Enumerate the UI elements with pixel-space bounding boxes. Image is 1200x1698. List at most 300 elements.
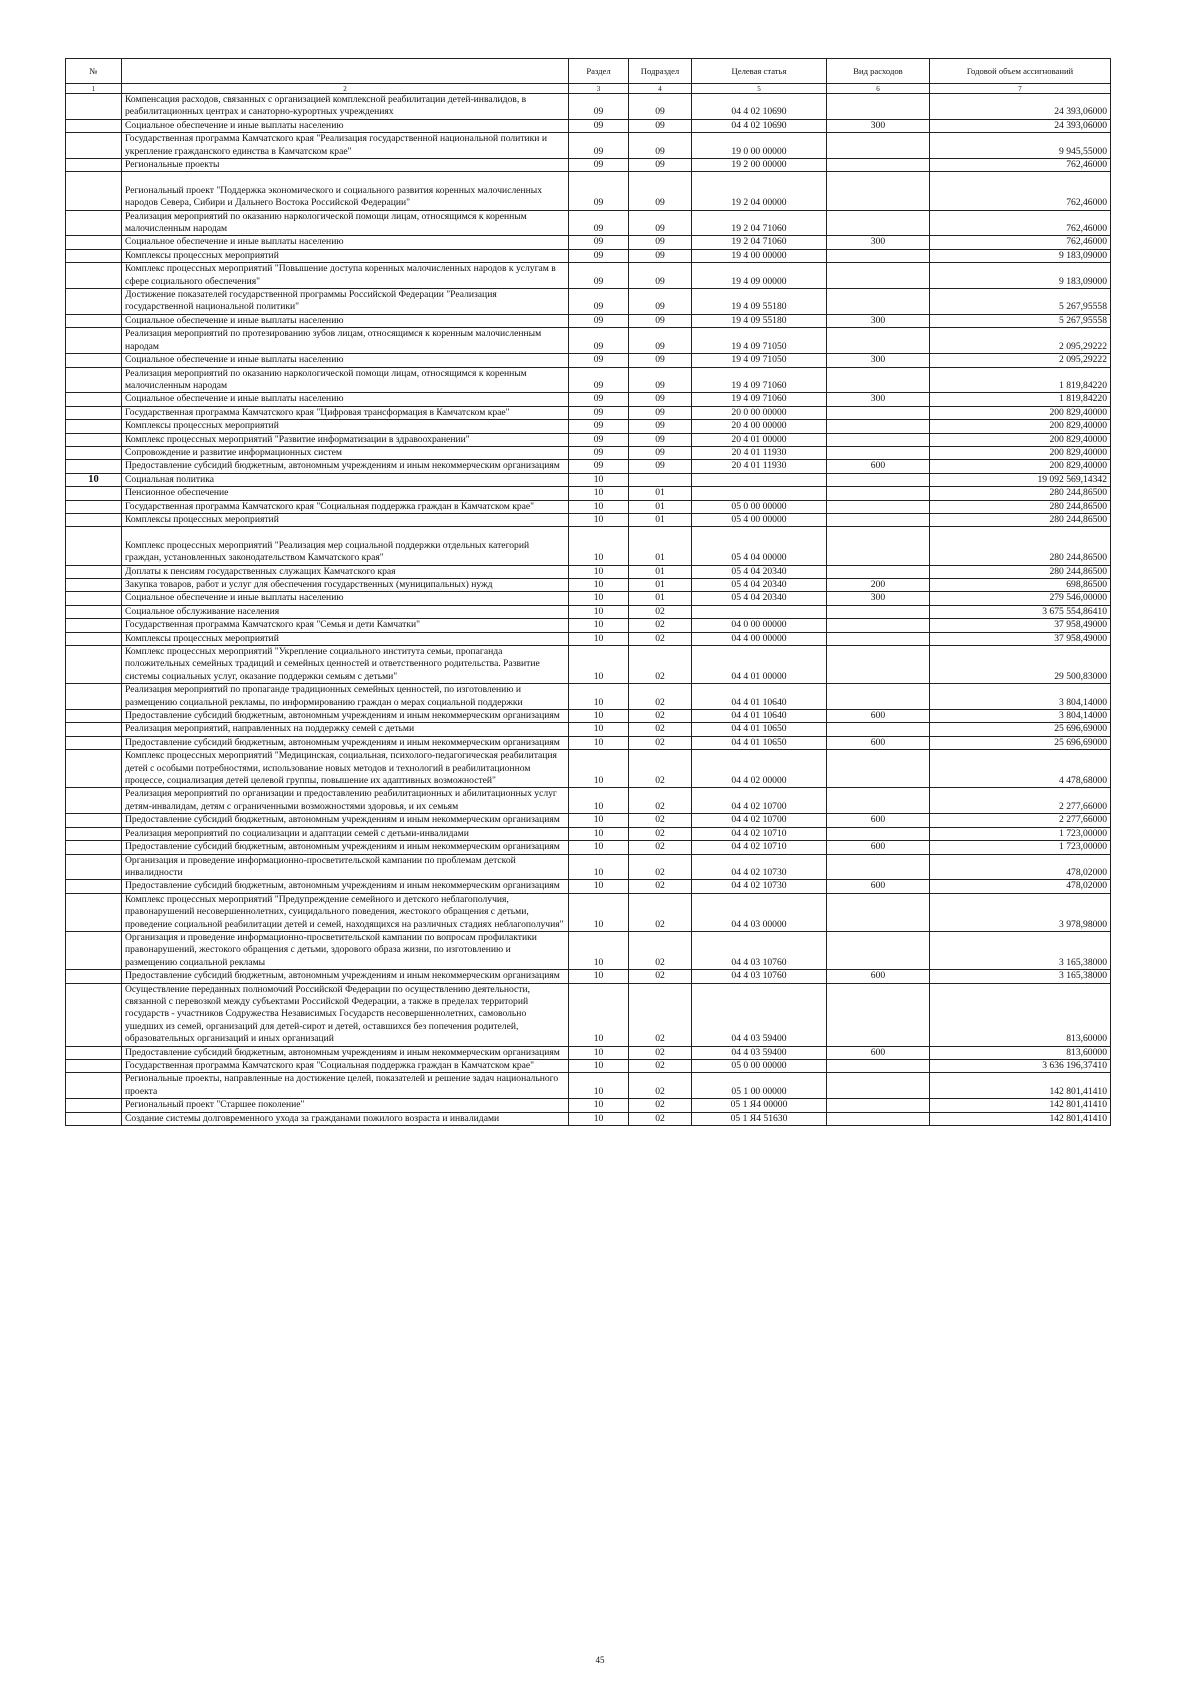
row-number: [66, 420, 122, 433]
row-target-article: 05 1 00 00000: [692, 1073, 827, 1099]
row-annual-amount: 142 801,41410: [930, 1073, 1111, 1099]
row-podrazdel: [629, 473, 692, 486]
row-target-article: 04 4 01 10650: [692, 736, 827, 749]
row-podrazdel: 09: [629, 119, 692, 132]
row-target-article: 19 4 09 55180: [692, 289, 827, 315]
row-podrazdel: 01: [629, 513, 692, 526]
row-podrazdel: 09: [629, 210, 692, 236]
col-number: 4: [629, 84, 692, 94]
row-number: [66, 527, 122, 565]
row-annual-amount: 3 165,38000: [930, 931, 1111, 969]
row-expense-type: [827, 1060, 930, 1073]
row-expense-type: [827, 750, 930, 788]
row-podrazdel: 02: [629, 983, 692, 1046]
row-podrazdel: 09: [629, 328, 692, 354]
row-annual-amount: 4 478,68000: [930, 750, 1111, 788]
row-annual-amount: 762,46000: [930, 159, 1111, 172]
row-podrazdel: 09: [629, 354, 692, 367]
budget-table: [65, 58, 1111, 1126]
row-podrazdel: 02: [629, 1112, 692, 1125]
row-target-article: 19 4 09 71050: [692, 354, 827, 367]
row-razdel: 09: [569, 367, 629, 393]
row-podrazdel: 09: [629, 159, 692, 172]
row-razdel: 10: [569, 578, 629, 591]
row-number: [66, 750, 122, 788]
row-razdel: 10: [569, 750, 629, 788]
row-razdel: 10: [569, 527, 629, 565]
row-name: Комплексы процессных мероприятий: [122, 513, 569, 526]
row-name: Комплекс процессных мероприятий "Медицинская, социальная, психолого-педагогическая реабилитация детей с особыми потребностями, использование новых методов и технологий в реабилитационном процессе, социализация детей целевой группы, повышение их адаптивных возможностей": [122, 750, 569, 788]
row-expense-type: [827, 159, 930, 172]
row-expense-type: [827, 646, 930, 684]
row-podrazdel: 09: [629, 133, 692, 159]
row-name: Осуществление переданных полномочий Российской Федерации по осуществлению деятельности, связанной с перевозкой между субъектами Российской Федерации, а также в пределах территорий государств - участников Содружества Независимых Государств несовершеннолетних, самовольно ушедших из семей, организаций для детей-сирот и детей, оставшихся без попечения родителей, образовательных организаций и иных организаций: [122, 983, 569, 1046]
row-annual-amount: 200 829,40000: [930, 406, 1111, 419]
row-razdel: 10: [569, 1073, 629, 1099]
row-podrazdel: 02: [629, 1046, 692, 1059]
row-target-article: 04 4 03 59400: [692, 1046, 827, 1059]
col-header-expense-type: Вид расходов: [827, 59, 930, 84]
row-target-article: 04 4 03 59400: [692, 983, 827, 1046]
row-name: Реализация мероприятий по организации и предоставлению реабилитационных и абилитационных услуг детям-инвалидам, детям с ограниченными возможностями здоровья, и их семьям: [122, 788, 569, 814]
row-name: Региональные проекты: [122, 159, 569, 172]
table-row: [66, 684, 1111, 710]
row-podrazdel: 02: [629, 880, 692, 893]
row-number: [66, 605, 122, 618]
table-row: [66, 367, 1111, 393]
row-annual-amount: 37 958,49000: [930, 619, 1111, 632]
table-row: [66, 1073, 1111, 1099]
row-annual-amount: 200 829,40000: [930, 433, 1111, 446]
row-name: Закупка товаров, работ и услуг для обеспечения государственных (муниципальных) нужд: [122, 578, 569, 591]
row-razdel: 10: [569, 827, 629, 840]
row-razdel: 10: [569, 592, 629, 605]
row-podrazdel: 01: [629, 565, 692, 578]
table-row: [66, 1099, 1111, 1112]
row-podrazdel: 02: [629, 814, 692, 827]
row-name: Комплекс процессных мероприятий "Развитие информатизации в здравоохранении": [122, 433, 569, 446]
row-target-article: [692, 605, 827, 618]
row-number: [66, 684, 122, 710]
row-annual-amount: 200 829,40000: [930, 446, 1111, 459]
row-target-article: 04 4 02 10690: [692, 94, 827, 120]
row-name: Предоставление субсидий бюджетным, автономным учреждениям и иным некоммерческим организациям: [122, 1046, 569, 1059]
table-row: [66, 433, 1111, 446]
row-razdel: 09: [569, 393, 629, 406]
row-podrazdel: 02: [629, 723, 692, 736]
table-row: [66, 893, 1111, 931]
row-number: [66, 94, 122, 120]
row-podrazdel: 09: [629, 249, 692, 262]
row-target-article: 04 4 02 10700: [692, 814, 827, 827]
row-podrazdel: 09: [629, 420, 692, 433]
row-name: Сопровождение и развитие информационных систем: [122, 446, 569, 459]
row-annual-amount: 280 244,86500: [930, 527, 1111, 565]
row-name: Комплексы процессных мероприятий: [122, 249, 569, 262]
row-target-article: 05 4 04 00000: [692, 527, 827, 565]
row-expense-type: [827, 827, 930, 840]
row-podrazdel: 02: [629, 827, 692, 840]
row-razdel: 09: [569, 249, 629, 262]
table-row: [66, 119, 1111, 132]
row-expense-type: [827, 684, 930, 710]
row-number: [66, 931, 122, 969]
row-name: Региональные проекты, направленные на достижение целей, показателей и решение задач национального проекта: [122, 1073, 569, 1099]
row-number: [66, 354, 122, 367]
row-podrazdel: 01: [629, 487, 692, 500]
row-expense-type: 600: [827, 1046, 930, 1059]
row-number: [66, 119, 122, 132]
table-row: [66, 94, 1111, 120]
table-row: [66, 841, 1111, 854]
row-razdel: 09: [569, 406, 629, 419]
row-annual-amount: 813,60000: [930, 1046, 1111, 1059]
row-expense-type: [827, 500, 930, 513]
row-name: Реализация мероприятий по социализации и адаптации семей с детьми-инвалидами: [122, 827, 569, 840]
row-expense-type: [827, 1099, 930, 1112]
row-annual-amount: 37 958,49000: [930, 632, 1111, 645]
table-row: [66, 605, 1111, 618]
table-row: [66, 500, 1111, 513]
row-podrazdel: 02: [629, 893, 692, 931]
row-annual-amount: 280 244,86500: [930, 487, 1111, 500]
row-number: [66, 289, 122, 315]
row-razdel: 09: [569, 210, 629, 236]
row-podrazdel: 01: [629, 592, 692, 605]
row-number: [66, 565, 122, 578]
row-expense-type: 300: [827, 592, 930, 605]
table-row: [66, 133, 1111, 159]
table-row: [66, 931, 1111, 969]
row-number: [66, 646, 122, 684]
row-target-article: 19 4 00 00000: [692, 249, 827, 262]
table-row: [66, 880, 1111, 893]
row-expense-type: 300: [827, 354, 930, 367]
row-expense-type: [827, 1112, 930, 1125]
row-podrazdel: 02: [629, 854, 692, 880]
row-target-article: 04 4 02 10710: [692, 841, 827, 854]
col-header-annual-amount: Годовой объем ассигнований: [930, 59, 1111, 84]
row-name: Предоставление субсидий бюджетным, автономным учреждениям и иным некоммерческим организациям: [122, 970, 569, 983]
row-expense-type: [827, 632, 930, 645]
row-annual-amount: 25 696,69000: [930, 736, 1111, 749]
row-annual-amount: 200 829,40000: [930, 420, 1111, 433]
row-target-article: 05 1 Я4 00000: [692, 1099, 827, 1112]
col-header-name: [122, 59, 569, 84]
row-name: Социальная политика: [122, 473, 569, 486]
row-number: [66, 172, 122, 210]
row-razdel: 10: [569, 710, 629, 723]
table-row: [66, 289, 1111, 315]
table-row: [66, 736, 1111, 749]
row-podrazdel: 01: [629, 500, 692, 513]
row-target-article: 20 0 00 00000: [692, 406, 827, 419]
row-razdel: 10: [569, 841, 629, 854]
row-razdel: 09: [569, 354, 629, 367]
row-expense-type: [827, 406, 930, 419]
row-number: [66, 736, 122, 749]
row-number: [66, 1046, 122, 1059]
table-row: [66, 788, 1111, 814]
row-podrazdel: 02: [629, 1099, 692, 1112]
row-expense-type: 600: [827, 736, 930, 749]
row-razdel: 09: [569, 172, 629, 210]
col-number: 7: [930, 84, 1111, 94]
row-annual-amount: 3 636 196,37410: [930, 1060, 1111, 1073]
row-name: Предоставление субсидий бюджетным, автономным учреждениям и иным некоммерческим организациям: [122, 880, 569, 893]
row-name: Комплекс процессных мероприятий "Укрепление социального института семьи, пропаганда положительных семейных традиций и семейных ценностей и ответственного родительства. Развитие системы социальных услуг, оказание поддержки семьям с детьми": [122, 646, 569, 684]
row-number: [66, 814, 122, 827]
column-number-row: [66, 84, 1111, 94]
budget-table-sheet: [65, 58, 1110, 1126]
row-name: Реализация мероприятий по оказанию наркологической помощи лицам, относящимся к коренным малочисленным народам: [122, 210, 569, 236]
row-target-article: 19 4 09 71050: [692, 328, 827, 354]
row-annual-amount: 2 095,29222: [930, 328, 1111, 354]
row-podrazdel: 02: [629, 750, 692, 788]
row-expense-type: [827, 446, 930, 459]
row-expense-type: [827, 527, 930, 565]
row-podrazdel: 09: [629, 367, 692, 393]
row-expense-type: [827, 619, 930, 632]
row-podrazdel: 02: [629, 646, 692, 684]
row-razdel: 10: [569, 814, 629, 827]
row-podrazdel: 02: [629, 684, 692, 710]
col-header-target-article: Целевая статья: [692, 59, 827, 84]
row-razdel: 10: [569, 983, 629, 1046]
row-target-article: 19 4 09 71060: [692, 393, 827, 406]
row-name: Государственная программа Камчатского края "Реализация государственной национальной политики и укрепление гражданского единства в Камчатском крае": [122, 133, 569, 159]
row-number: [66, 710, 122, 723]
row-name: Государственная программа Камчатского края "Социальная поддержка граждан в Камчатском крае": [122, 500, 569, 513]
row-name: Создание системы долговременного ухода за гражданами пожилого возраста и инвалидами: [122, 1112, 569, 1125]
row-expense-type: [827, 893, 930, 931]
row-podrazdel: 09: [629, 446, 692, 459]
row-razdel: 10: [569, 487, 629, 500]
row-razdel: 09: [569, 133, 629, 159]
row-name: Реализация мероприятий по пропаганде традиционных семейных ценностей, по изготовлению и размещению социальной рекламы, по информированию граждан о мерах социальной поддержки: [122, 684, 569, 710]
row-target-article: 04 4 02 10730: [692, 854, 827, 880]
table-row: [66, 827, 1111, 840]
row-razdel: 09: [569, 314, 629, 327]
table-row: [66, 420, 1111, 433]
row-name: Пенсионное обеспечение: [122, 487, 569, 500]
row-razdel: 09: [569, 94, 629, 120]
row-razdel: 09: [569, 460, 629, 473]
row-expense-type: 600: [827, 814, 930, 827]
row-expense-type: [827, 433, 930, 446]
row-razdel: 09: [569, 119, 629, 132]
table-header-row: [66, 59, 1111, 84]
row-name: Комплекс процессных мероприятий "Повышение доступа коренных малочисленных народов к услугам в сфере социального обеспечения": [122, 263, 569, 289]
row-podrazdel: 09: [629, 393, 692, 406]
row-name: Региональный проект "Старшее поколение": [122, 1099, 569, 1112]
row-expense-type: [827, 94, 930, 120]
row-podrazdel: 02: [629, 970, 692, 983]
row-razdel: 09: [569, 446, 629, 459]
table-row: [66, 446, 1111, 459]
row-name: Социальное обеспечение и иные выплаты населению: [122, 354, 569, 367]
row-annual-amount: 3 165,38000: [930, 970, 1111, 983]
row-razdel: 09: [569, 420, 629, 433]
row-razdel: 09: [569, 263, 629, 289]
row-annual-amount: 19 092 569,14342: [930, 473, 1111, 486]
row-name: Комплексы процессных мероприятий: [122, 420, 569, 433]
table-row: [66, 314, 1111, 327]
row-name: Реализация мероприятий по оказанию наркологической помощи лицам, относящимся к коренным малочисленным народам: [122, 367, 569, 393]
row-name: Социальное обеспечение и иные выплаты населению: [122, 119, 569, 132]
row-number: [66, 619, 122, 632]
row-number: [66, 723, 122, 736]
row-name: Социальное обеспечение и иные выплаты населению: [122, 393, 569, 406]
row-podrazdel: 02: [629, 841, 692, 854]
table-row: [66, 393, 1111, 406]
row-razdel: 09: [569, 236, 629, 249]
table-row: [66, 172, 1111, 210]
row-target-article: 04 4 03 10760: [692, 931, 827, 969]
row-annual-amount: 762,46000: [930, 236, 1111, 249]
row-expense-type: [827, 289, 930, 315]
row-number: [66, 880, 122, 893]
table-row: [66, 619, 1111, 632]
row-number: [66, 367, 122, 393]
row-target-article: 04 4 02 00000: [692, 750, 827, 788]
row-podrazdel: 01: [629, 578, 692, 591]
row-number: [66, 393, 122, 406]
row-name: Предоставление субсидий бюджетным, автономным учреждениям и иным некоммерческим организациям: [122, 814, 569, 827]
row-number: [66, 1112, 122, 1125]
row-expense-type: 600: [827, 970, 930, 983]
row-annual-amount: 280 244,86500: [930, 500, 1111, 513]
row-annual-amount: 9 183,09000: [930, 249, 1111, 262]
row-annual-amount: 2 277,66000: [930, 788, 1111, 814]
row-razdel: 10: [569, 619, 629, 632]
row-podrazdel: 02: [629, 788, 692, 814]
row-podrazdel: 09: [629, 314, 692, 327]
row-expense-type: [827, 172, 930, 210]
row-podrazdel: 09: [629, 236, 692, 249]
row-target-article: 20 4 01 11930: [692, 460, 827, 473]
row-number: [66, 446, 122, 459]
row-annual-amount: 1 819,84220: [930, 367, 1111, 393]
row-name: Достижение показателей государственной программы Российской Федерации "Реализация государственной национальной политики": [122, 289, 569, 315]
table-row: [66, 723, 1111, 736]
row-razdel: 09: [569, 159, 629, 172]
row-number: [66, 1060, 122, 1073]
row-name: Региональный проект "Поддержка экономического и социального развития коренных малочисленных народов Севера, Сибири и Дальнего Востока Российской Федерации": [122, 172, 569, 210]
table-row: [66, 814, 1111, 827]
row-target-article: 19 2 04 00000: [692, 172, 827, 210]
row-podrazdel: 09: [629, 289, 692, 315]
row-podrazdel: 09: [629, 406, 692, 419]
row-razdel: 10: [569, 513, 629, 526]
table-row: [66, 487, 1111, 500]
col-number: 6: [827, 84, 930, 94]
row-target-article: 19 2 04 71060: [692, 210, 827, 236]
row-number: [66, 983, 122, 1046]
row-target-article: 04 4 02 10710: [692, 827, 827, 840]
row-annual-amount: 29 500,83000: [930, 646, 1111, 684]
row-number: [66, 854, 122, 880]
row-expense-type: 300: [827, 393, 930, 406]
row-name: Социальное обеспечение и иные выплаты населению: [122, 236, 569, 249]
table-row: [66, 354, 1111, 367]
row-target-article: 20 4 01 11930: [692, 446, 827, 459]
row-number: [66, 827, 122, 840]
row-name: Предоставление субсидий бюджетным, автономным учреждениям и иным некоммерческим организациям: [122, 841, 569, 854]
row-target-article: 19 0 00 00000: [692, 133, 827, 159]
table-row: [66, 328, 1111, 354]
row-razdel: 10: [569, 970, 629, 983]
row-target-article: 04 4 03 10760: [692, 970, 827, 983]
page-number: 45: [595, 1655, 605, 1665]
row-podrazdel: 02: [629, 1073, 692, 1099]
row-name: Реализация мероприятий, направленных на поддержку семей с детьми: [122, 723, 569, 736]
row-name: Социальное обеспечение и иные выплаты населению: [122, 592, 569, 605]
row-annual-amount: 25 696,69000: [930, 723, 1111, 736]
row-target-article: 19 4 09 00000: [692, 263, 827, 289]
row-podrazdel: 02: [629, 736, 692, 749]
row-expense-type: [827, 487, 930, 500]
row-razdel: 10: [569, 605, 629, 618]
table-row: [66, 854, 1111, 880]
table-row: [66, 210, 1111, 236]
row-target-article: 04 4 01 00000: [692, 646, 827, 684]
row-target-article: 04 4 02 10730: [692, 880, 827, 893]
table-row: [66, 249, 1111, 262]
row-annual-amount: 3 804,14000: [930, 710, 1111, 723]
row-name: Реализация мероприятий по протезированию зубов лицам, относящимся к коренным малочисленным народам: [122, 328, 569, 354]
row-target-article: 04 4 00 00000: [692, 632, 827, 645]
col-number: 3: [569, 84, 629, 94]
row-annual-amount: 2 277,66000: [930, 814, 1111, 827]
row-target-article: 05 0 00 00000: [692, 1060, 827, 1073]
row-annual-amount: 698,86500: [930, 578, 1111, 591]
row-target-article: 05 1 Я4 51630: [692, 1112, 827, 1125]
row-expense-type: 600: [827, 710, 930, 723]
row-annual-amount: 5 267,95558: [930, 314, 1111, 327]
row-target-article: 20 4 00 00000: [692, 420, 827, 433]
row-number: [66, 893, 122, 931]
row-razdel: 10: [569, 880, 629, 893]
table-row: [66, 710, 1111, 723]
row-razdel: 10: [569, 684, 629, 710]
row-name: Социальное обеспечение и иные выплаты населению: [122, 314, 569, 327]
table-row: [66, 1046, 1111, 1059]
row-annual-amount: 3 675 554,86410: [930, 605, 1111, 618]
row-name: Предоставление субсидий бюджетным, автономным учреждениям и иным некоммерческим организациям: [122, 460, 569, 473]
row-number: [66, 433, 122, 446]
row-number: [66, 632, 122, 645]
row-number: [66, 210, 122, 236]
row-annual-amount: 279 546,00000: [930, 592, 1111, 605]
col-number: 2: [122, 84, 569, 94]
table-row: [66, 970, 1111, 983]
row-expense-type: 200: [827, 578, 930, 591]
table-row: [66, 750, 1111, 788]
row-podrazdel: 02: [629, 931, 692, 969]
row-number: [66, 970, 122, 983]
row-razdel: 09: [569, 433, 629, 446]
row-annual-amount: 9 945,55000: [930, 133, 1111, 159]
row-target-article: 19 4 09 55180: [692, 314, 827, 327]
row-name: Организация и проведение информационно-просветительской кампании по вопросам профилактики правонарушений, жестокого обращения с детьми, здорового образа жизни, по изготовлению и размещению социальной рекламы: [122, 931, 569, 969]
row-number: [66, 788, 122, 814]
row-razdel: 10: [569, 646, 629, 684]
row-annual-amount: 280 244,86500: [930, 513, 1111, 526]
row-target-article: 20 4 01 00000: [692, 433, 827, 446]
row-razdel: 10: [569, 1060, 629, 1073]
row-number: [66, 592, 122, 605]
